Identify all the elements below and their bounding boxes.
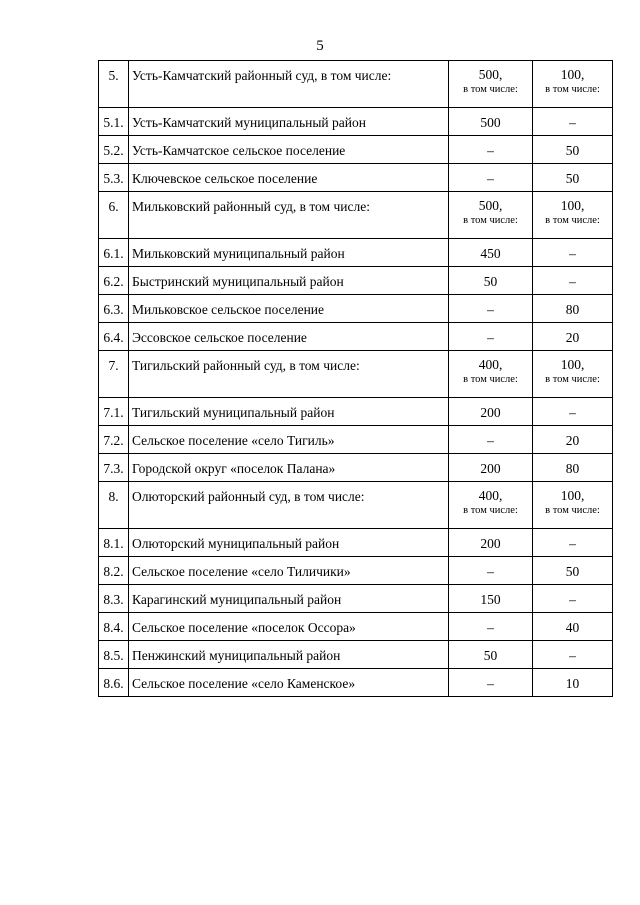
amount-column-b-value: 50 — [565, 171, 580, 186]
row-number: 7.1. — [99, 398, 129, 426]
row-name: Сельское поселение «поселок Оссора» — [129, 613, 449, 641]
amount-column-a — [449, 267, 533, 295]
amount-column-b-note: в том числе: — [545, 505, 600, 516]
row-name: Усть-Камчатский районный суд, в том числе: — [129, 61, 449, 108]
amount-column-a-value: 500, — [478, 67, 503, 82]
table-row — [99, 323, 613, 351]
amount-column-a-value: 400, — [478, 357, 503, 372]
amount-column-b-value: 100, — [560, 488, 585, 503]
row-number: 8.2. — [99, 557, 129, 585]
table-row — [99, 426, 613, 454]
row-name: Карагинский муниципальный район — [129, 585, 449, 613]
table-row — [99, 557, 613, 585]
amount-column-b-value: – — [569, 115, 576, 130]
amount-column-b-value: – — [569, 648, 576, 663]
amount-column-a-value: – — [487, 620, 494, 635]
row-name: Эссовское сельское поселение — [129, 323, 449, 351]
row-number: 6. — [99, 192, 129, 239]
row-number: 5.1. — [99, 108, 129, 136]
court-row — [99, 351, 613, 398]
amount-column-b-note: в том числе: — [545, 374, 600, 385]
amount-column-a-value: – — [487, 171, 494, 186]
row-number: 6.3. — [99, 295, 129, 323]
row-number: 6.1. — [99, 239, 129, 267]
amount-column-b-value: 20 — [565, 433, 580, 448]
amount-column-a-note: в том числе: — [463, 374, 518, 385]
amount-column-b — [533, 192, 613, 239]
row-number: 8. — [99, 482, 129, 529]
amount-column-b — [533, 323, 613, 351]
amount-column-a — [449, 239, 533, 267]
amount-column-b-value: 80 — [565, 302, 580, 317]
table-row — [99, 164, 613, 192]
amount-column-a-value: 200 — [480, 461, 501, 476]
amount-column-a-value: 400, — [478, 488, 503, 503]
amount-column-a — [449, 529, 533, 557]
row-name: Усть-Камчатский муниципальный район — [129, 108, 449, 136]
amount-column-b — [533, 267, 613, 295]
row-number: 6.4. — [99, 323, 129, 351]
amount-column-b-note: в том числе: — [545, 84, 600, 95]
row-number: 8.1. — [99, 529, 129, 557]
table-row — [99, 529, 613, 557]
amount-column-b — [533, 529, 613, 557]
amount-column-b-value: 40 — [565, 620, 580, 635]
amount-column-b-value: 10 — [565, 676, 580, 691]
row-name: Олюторский муниципальный район — [129, 529, 449, 557]
row-name: Пенжинский муниципальный район — [129, 641, 449, 669]
row-number: 8.6. — [99, 669, 129, 697]
row-number: 5. — [99, 61, 129, 108]
amount-column-a — [449, 164, 533, 192]
amount-column-b — [533, 613, 613, 641]
row-name: Городской округ «поселок Палана» — [129, 454, 449, 482]
amount-column-a-value: 150 — [480, 592, 501, 607]
court-row — [99, 61, 613, 108]
amount-column-b-value: – — [569, 246, 576, 261]
row-number: 6.2. — [99, 267, 129, 295]
court-row — [99, 192, 613, 239]
amount-column-a-value: 200 — [480, 405, 501, 420]
amount-column-a-note: в том числе: — [463, 84, 518, 95]
amount-column-a — [449, 641, 533, 669]
amount-column-a-note: в том числе: — [463, 505, 518, 516]
table-row — [99, 398, 613, 426]
table-body — [99, 61, 613, 697]
amount-column-a — [449, 351, 533, 398]
amount-column-b — [533, 641, 613, 669]
row-name: Мильковский районный суд, в том числе: — [129, 192, 449, 239]
amount-column-b — [533, 295, 613, 323]
page-number: 5 — [316, 38, 324, 54]
amount-column-b — [533, 108, 613, 136]
amount-column-b — [533, 164, 613, 192]
row-number: 7.3. — [99, 454, 129, 482]
amount-column-a — [449, 426, 533, 454]
amount-column-b-value: 100, — [560, 198, 585, 213]
amount-column-a-value: 450 — [480, 246, 501, 261]
amount-column-b — [533, 239, 613, 267]
table-row — [99, 613, 613, 641]
amount-column-b-value: – — [569, 592, 576, 607]
amount-column-b — [533, 482, 613, 529]
row-name: Олюторский районный суд, в том числе: — [129, 482, 449, 529]
amount-column-a — [449, 323, 533, 351]
row-name: Мильковское сельское поселение — [129, 295, 449, 323]
allocation-table — [98, 60, 613, 697]
amount-column-a — [449, 398, 533, 426]
table-row — [99, 641, 613, 669]
amount-column-b — [533, 557, 613, 585]
amount-column-b-value: – — [569, 536, 576, 551]
amount-column-a — [449, 557, 533, 585]
amount-column-b — [533, 585, 613, 613]
amount-column-b — [533, 351, 613, 398]
amount-column-a-value: – — [487, 330, 494, 345]
row-number: 5.2. — [99, 136, 129, 164]
amount-column-b-value: 80 — [565, 461, 580, 476]
amount-column-a — [449, 585, 533, 613]
amount-column-a — [449, 454, 533, 482]
amount-column-a — [449, 192, 533, 239]
court-row — [99, 482, 613, 529]
amount-column-a — [449, 482, 533, 529]
amount-column-b-value: 20 — [565, 330, 580, 345]
row-name: Сельское поселение «село Тиличики» — [129, 557, 449, 585]
row-name: Мильковский муниципальный район — [129, 239, 449, 267]
amount-column-a — [449, 295, 533, 323]
amount-column-a — [449, 613, 533, 641]
amount-column-b — [533, 669, 613, 697]
amount-column-a-value: 500, — [478, 198, 503, 213]
amount-column-b-note: в том числе: — [545, 215, 600, 226]
amount-column-b — [533, 136, 613, 164]
amount-column-b — [533, 398, 613, 426]
amount-column-b — [533, 426, 613, 454]
row-name: Тигильский муниципальный район — [129, 398, 449, 426]
amount-column-b-value: 50 — [565, 143, 580, 158]
amount-column-b-value: 100, — [560, 357, 585, 372]
table-row — [99, 585, 613, 613]
amount-column-a — [449, 669, 533, 697]
amount-column-a-value: 500 — [480, 115, 501, 130]
amount-column-a-value: – — [487, 676, 494, 691]
row-number: 8.4. — [99, 613, 129, 641]
table-row — [99, 108, 613, 136]
amount-column-a-value: – — [487, 143, 494, 158]
amount-column-b-value: – — [569, 405, 576, 420]
amount-column-a-value: 200 — [480, 536, 501, 551]
row-name: Ключевское сельское поселение — [129, 164, 449, 192]
table-row — [99, 239, 613, 267]
table-row — [99, 669, 613, 697]
row-name: Быстринский муниципальный район — [129, 267, 449, 295]
row-number: 8.3. — [99, 585, 129, 613]
amount-column-b-value: – — [569, 274, 576, 289]
amount-column-a — [449, 61, 533, 108]
amount-column-a-value: 50 — [483, 274, 498, 289]
amount-column-b — [533, 454, 613, 482]
amount-column-a-value: 50 — [483, 648, 498, 663]
row-number: 8.5. — [99, 641, 129, 669]
amount-column-a-value: – — [487, 302, 494, 317]
row-name: Усть-Камчатское сельское поселение — [129, 136, 449, 164]
amount-column-a-note: в том числе: — [463, 215, 518, 226]
row-number: 7. — [99, 351, 129, 398]
row-name: Сельское поселение «село Каменское» — [129, 669, 449, 697]
table-row — [99, 267, 613, 295]
amount-column-b-value: 100, — [560, 67, 585, 82]
amount-column-a — [449, 136, 533, 164]
amount-column-a-value: – — [487, 564, 494, 579]
row-number: 7.2. — [99, 426, 129, 454]
amount-column-b-value: 50 — [565, 564, 580, 579]
amount-column-a — [449, 108, 533, 136]
row-name: Тигильский районный суд, в том числе: — [129, 351, 449, 398]
table-row — [99, 136, 613, 164]
table-row — [99, 454, 613, 482]
row-number: 5.3. — [99, 164, 129, 192]
amount-column-a-value: – — [487, 433, 494, 448]
table-row — [99, 295, 613, 323]
amount-column-b — [533, 61, 613, 108]
row-name: Сельское поселение «село Тигиль» — [129, 426, 449, 454]
